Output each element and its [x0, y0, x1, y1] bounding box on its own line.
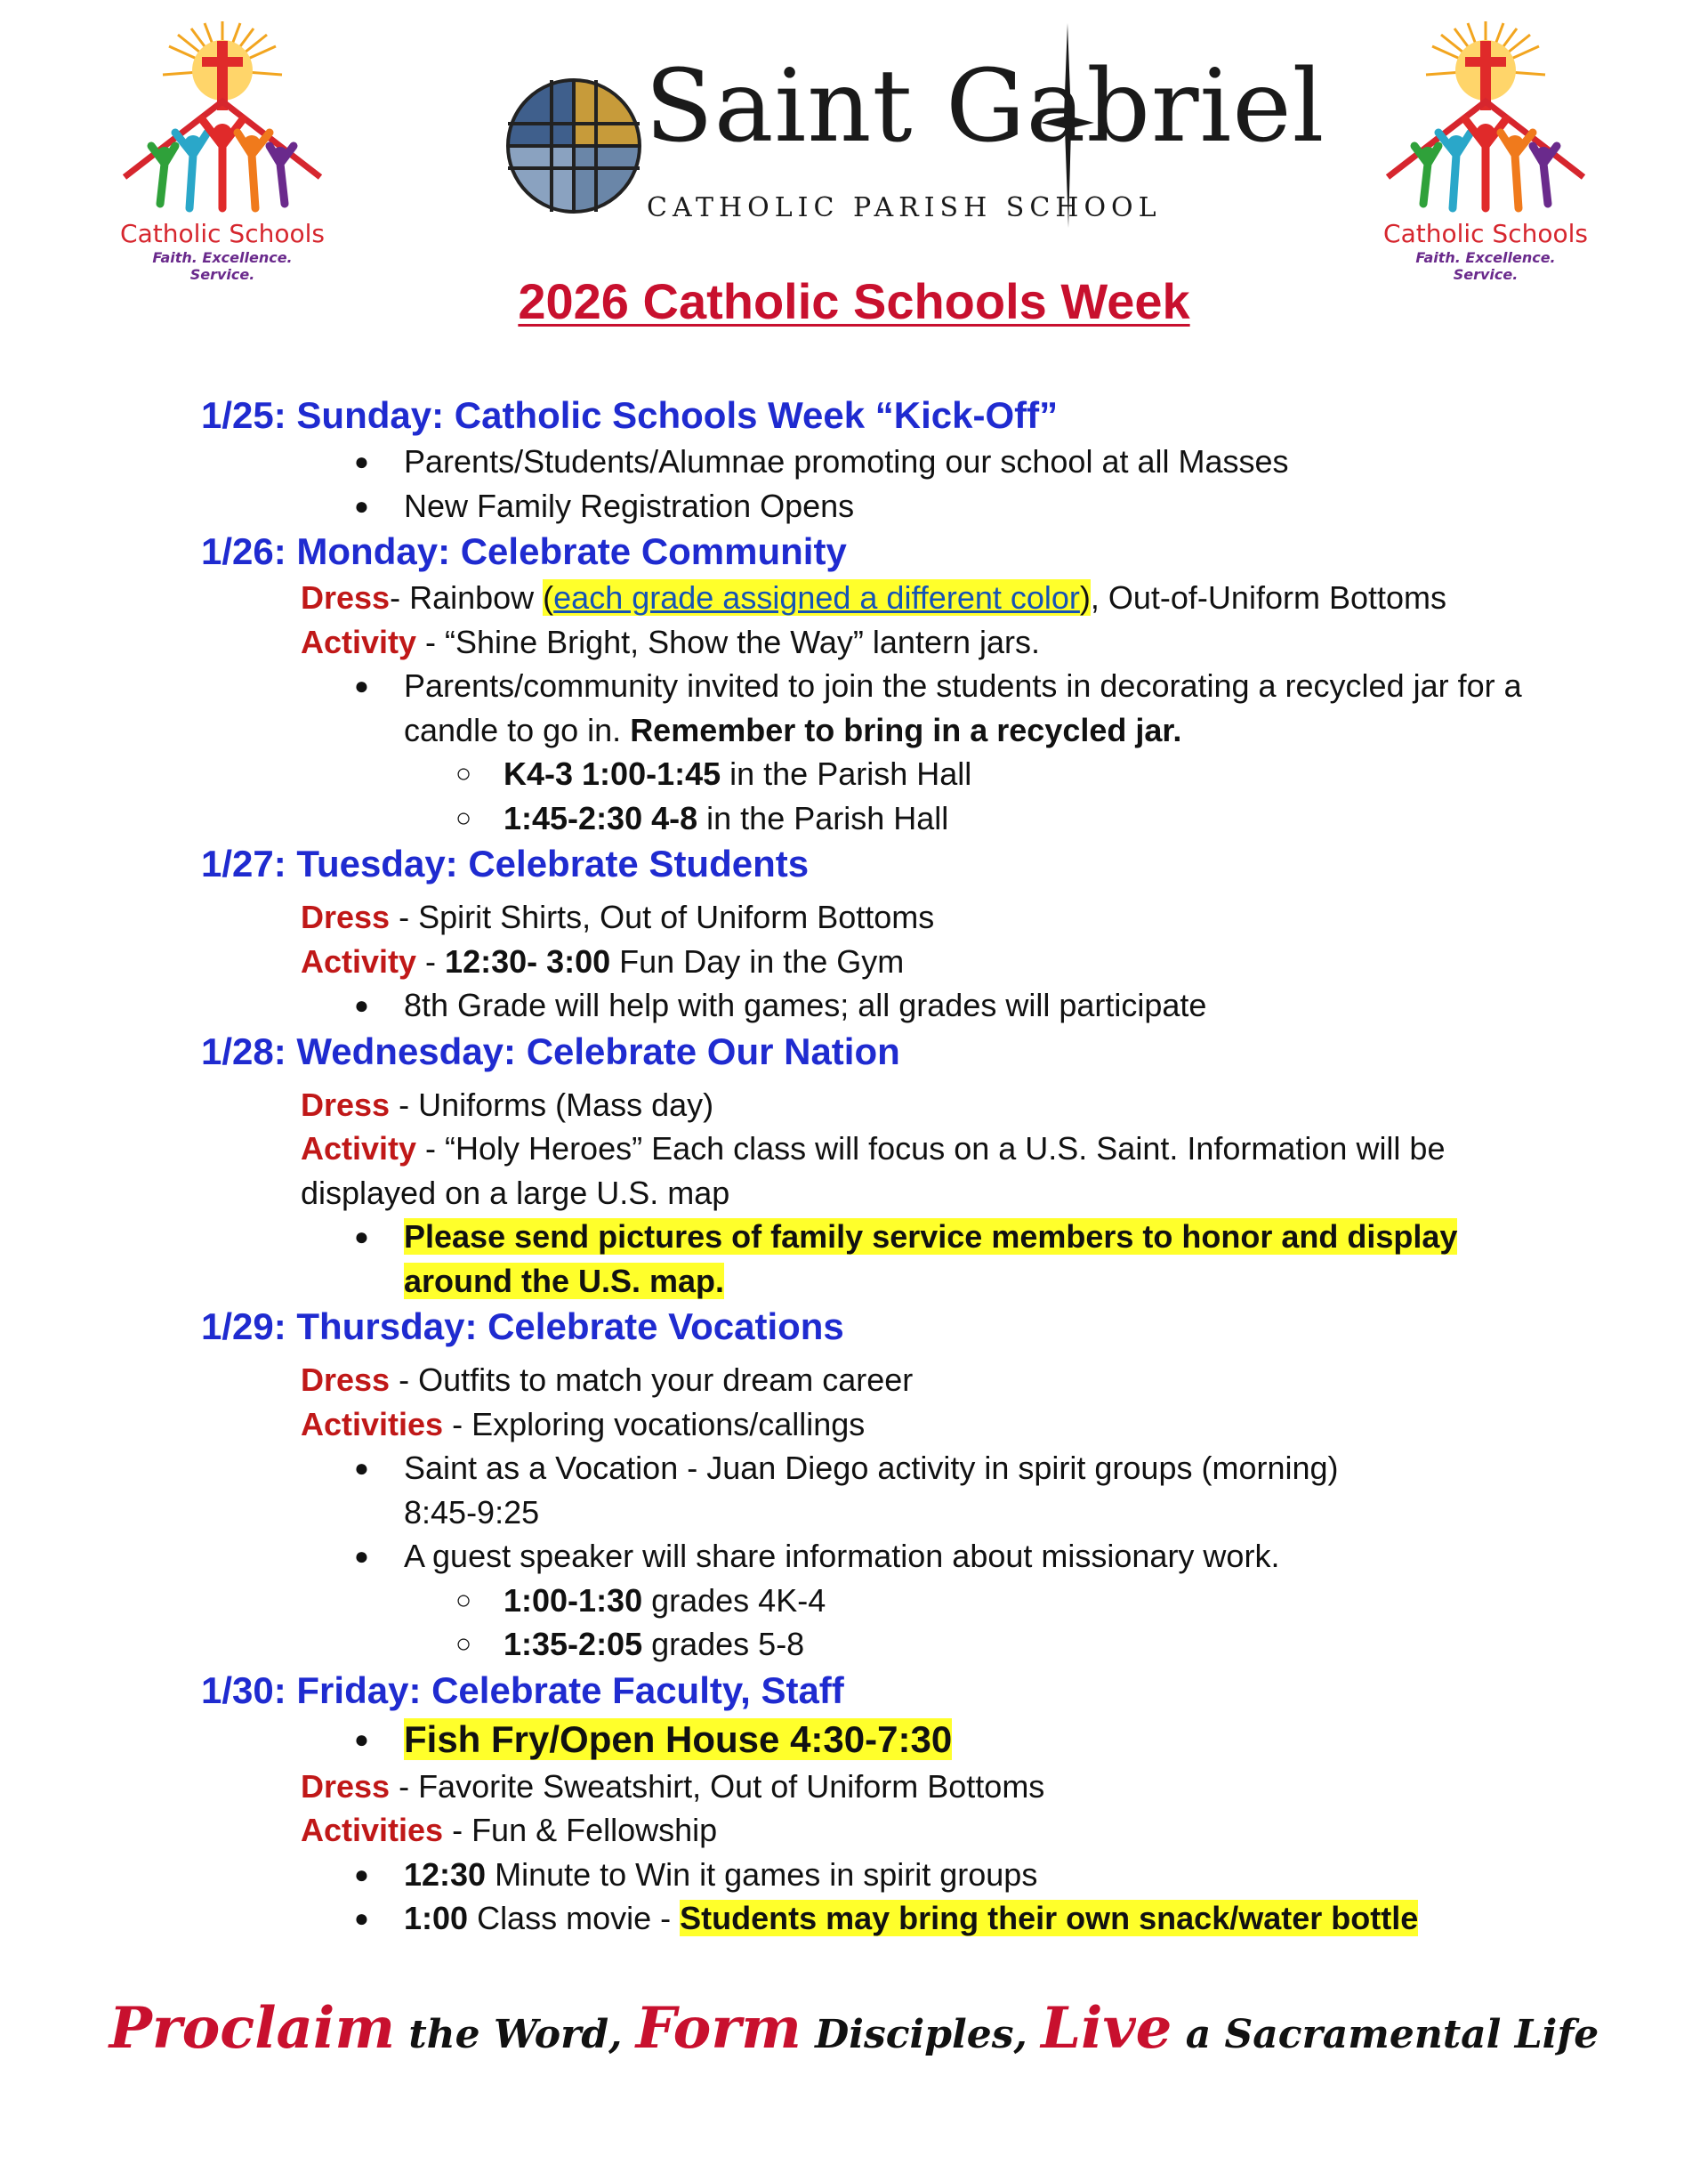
activity-label: Activity [301, 942, 417, 980]
page-title: 2026 Catholic Schools Week [518, 273, 1190, 329]
school-subtitle: CATHOLIC PARISH SCHOOL [647, 192, 1162, 223]
catholic-schools-logo-tagline: Faith. Excellence. Service. [152, 249, 293, 283]
time-range: 1:35-2:05 [504, 1626, 643, 1662]
location-text: in the Parish Hall [721, 755, 972, 792]
day-heading-thursday: 1/29: Thursday: Celebrate Vocations [201, 1305, 844, 1347]
dress-label: Dress [301, 1086, 391, 1123]
paren-open: ( [543, 579, 554, 616]
list-item-text: Parents/community invited to join the students in decorating a recycled jar for a candle to go in. [404, 667, 1522, 748]
grades-text: grades 5-8 [642, 1626, 805, 1662]
catholic-schools-logo-right [1383, 21, 1588, 283]
time-range: 1:45-2:30 4-8 [504, 799, 698, 836]
dress-line [201, 1083, 1562, 1127]
dress-label: Dress [301, 1767, 391, 1805]
sub-list-item [201, 752, 1562, 796]
dress-text: - Favorite Sweatshirt, Out of Uniform Bottoms [390, 1767, 1045, 1805]
list-item: ● New Family Registration Opens [201, 484, 1562, 529]
dress-text: - Rainbow [390, 579, 544, 616]
dress-line [201, 576, 1562, 620]
list-item: ● 8th Grade will help with games; all grades will participate [201, 983, 1562, 1028]
catholic-schools-logo-title: Catholic Schools [1383, 219, 1588, 248]
activity-line [201, 1402, 1562, 1447]
time-range: 1:00-1:30 [504, 1581, 643, 1619]
list-item: ● Parents/Students/Alumnae promoting our school at all Masses [201, 440, 1562, 484]
highlight-text: Please send pictures of family service members to honor and display [404, 1218, 1458, 1255]
activity-sep: - [416, 942, 446, 980]
activity-line-continued: displayed on a large U.S. map [301, 1174, 730, 1211]
dress-line [201, 1765, 1562, 1809]
list-item: ● A guest speaker will share information about missionary work. [201, 1534, 1562, 1579]
dress-highlight [543, 579, 1091, 616]
list-item [201, 1896, 1562, 1941]
day-heading-wednesday: 1/28: Wednesday: Celebrate Our Nation [201, 1030, 900, 1072]
activity-line [201, 1127, 1562, 1171]
list-item-highlighted-continued [201, 1259, 1562, 1304]
day-heading-tuesday: 1/27: Tuesday: Celebrate Students [201, 843, 810, 885]
list-item [201, 1853, 1562, 1897]
day-heading-friday: 1/30: Friday: Celebrate Faculty, Staff [201, 1668, 844, 1711]
motto-word: Form [635, 1995, 802, 2062]
dress-text: - Spirit Shirts, Out of Uniform Bottoms [390, 899, 935, 935]
school-motto [0, 1995, 1708, 2062]
activity-label: Activity [301, 1130, 417, 1167]
catholic-schools-logo-title: Catholic Schools [120, 219, 325, 248]
motto-word: Live [1041, 1995, 1172, 2062]
dress-text: - Outfits to match your dream career [390, 1361, 914, 1398]
grades-text: grades 4K-4 [642, 1581, 826, 1619]
motto-word: Disciples, [801, 2012, 1042, 2057]
time-range: K4-3 1:00-1:45 [504, 755, 721, 792]
paren-close: ) [1079, 579, 1091, 616]
dress-line [201, 895, 1562, 940]
motto-word: a Sacramental Life [1172, 2012, 1599, 2057]
catholic-schools-emblem-icon [120, 21, 325, 213]
activity-label: Activities [301, 1812, 444, 1848]
highlight-text: Students may bring their own snack/water bottle [680, 1900, 1419, 1936]
catholic-schools-emblem-icon [1383, 21, 1588, 213]
activity-text: Fun Day in the Gym [610, 942, 905, 980]
stained-glass-globe-icon [503, 75, 645, 217]
list-item-bold: Remember to bring in a recycled jar. [630, 711, 1182, 748]
list-item-text: Class movie - [468, 1900, 681, 1936]
activity-text: - Fun & Fellowship [443, 1812, 718, 1848]
activity-line [201, 940, 1562, 984]
dress-text-end: , Out-of-Uniform Bottoms [1090, 579, 1446, 616]
motto-word: Proclaim [109, 1995, 396, 2062]
sub-list-item [201, 1622, 1562, 1667]
activity-line [201, 620, 1562, 665]
schedule [201, 392, 1562, 1941]
activity-text: - “Holy Heroes” Each class will focus on a U.S. Saint. Information will be [416, 1130, 1446, 1167]
time-text: 1:00 [404, 1900, 469, 1936]
dress-label: Dress [301, 1361, 391, 1398]
list-item [201, 664, 1535, 752]
list-item-text: Minute to Win it games in spirit groups [486, 1855, 1038, 1893]
list-item-continued: 8:45-9:25 [404, 1493, 540, 1531]
sub-list-item [201, 796, 1562, 841]
activity-text: - “Shine Bright, Show the Way” lantern jars. [416, 623, 1040, 660]
activity-line [201, 1808, 1562, 1853]
list-item: ● Saint as a Vocation - Juan Diego activity in spirit groups (morning) [201, 1446, 1562, 1490]
catholic-schools-logo-left [120, 21, 325, 283]
dress-line [201, 1358, 1562, 1402]
dress-text: - Uniforms (Mass day) [390, 1086, 714, 1123]
activity-text: - Exploring vocations/callings [443, 1405, 866, 1442]
highlight-text: around the U.S. map. [404, 1262, 725, 1299]
time-text: 12:30 [404, 1855, 487, 1893]
location-text: in the Parish Hall [697, 799, 949, 836]
activity-label: Activity [301, 623, 417, 660]
day-heading-sunday: 1/25: Sunday: Catholic Schools Week “Kick-Off” [201, 394, 1059, 436]
saint-gabriel-logo [503, 23, 1325, 228]
day-heading-monday: 1/26: Monday: Celebrate Community [201, 530, 847, 572]
sub-list-item [201, 1579, 1562, 1623]
color-assignment-link[interactable]: each grade assigned a different color [553, 579, 1080, 616]
highlight-text: Fish Fry/Open House 4:30-7:30 [404, 1717, 953, 1760]
time-range: 12:30- 3:00 [445, 942, 611, 980]
catholic-schools-logo-tagline: Faith. Excellence. Service. [1415, 249, 1556, 283]
school-name: Saint Gabriel [645, 49, 1325, 165]
dress-label: Dress [301, 579, 391, 616]
list-item-featured [201, 1715, 1562, 1765]
activity-label: Activities [301, 1405, 444, 1442]
dress-label: Dress [301, 899, 391, 935]
list-item-highlighted [201, 1215, 1562, 1259]
motto-word: the Word, [395, 2012, 636, 2057]
